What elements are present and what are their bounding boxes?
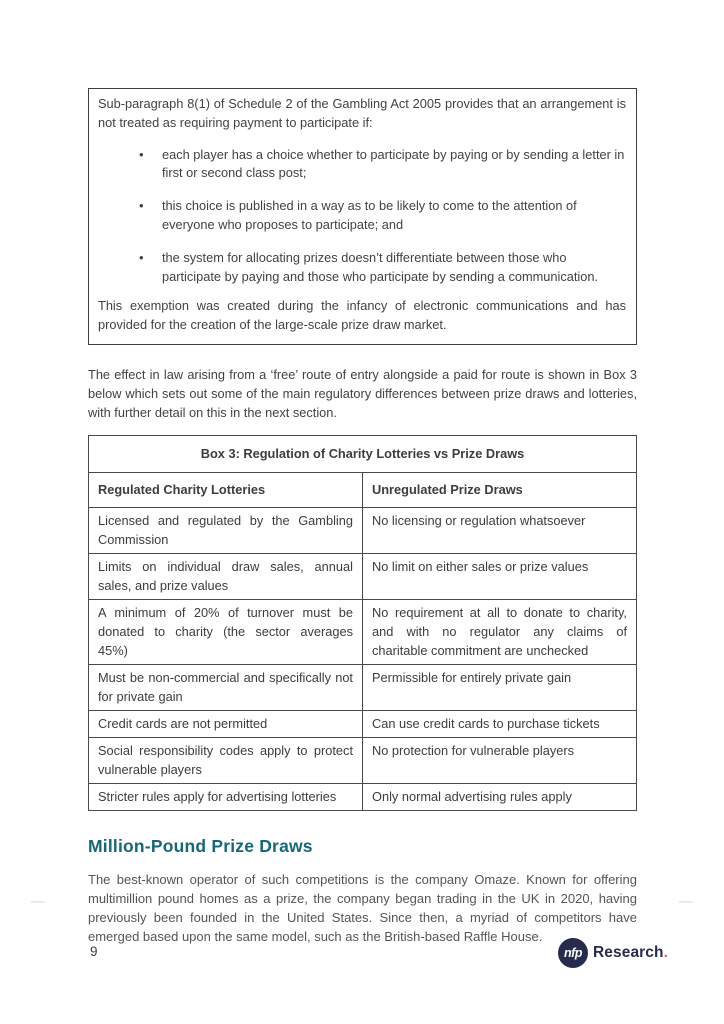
logo-wordmark-text: Research xyxy=(593,944,664,961)
exemption-bullet-3: • the system for allocating prizes doesn’t differentiate between those who participate by paying and those who participate by sending a communication. xyxy=(162,249,626,287)
page-number: 9 xyxy=(90,944,98,959)
table-cell: No protection for vulnerable players xyxy=(363,738,637,784)
table-cell: Stricter rules apply for advertising lotteries xyxy=(89,784,363,811)
table-row xyxy=(89,711,637,738)
table-row xyxy=(89,508,637,554)
exemption-bullet-1: • each player has a choice whether to participate by paying or by sending a letter in first or second class post; xyxy=(162,146,626,184)
exemption-intro-paragraph: Sub-paragraph 8(1) of Schedule 2 of the Gambling Act 2005 provides that an arrangement is not treated as requiring payment to participate if: xyxy=(98,96,626,130)
exemption-closing-paragraph: This exemption was created during the infancy of electronic communications and has provided for the creation of the large-scale prize draw market. xyxy=(98,298,626,333)
exemption-bullet-2: • this choice is published in a way as to be likely to come to the attention of everyone who proposes to participate; and xyxy=(162,197,626,235)
table-title-row xyxy=(89,436,637,473)
table-cell: Must be non-commercial and specifically not for private gain xyxy=(89,665,363,711)
nfp-logo-icon: nfp xyxy=(558,938,588,968)
column-header-charity-lotteries: Regulated Charity Lotteries xyxy=(89,473,363,508)
logo-dot: . xyxy=(663,944,669,961)
box3-regulation-table xyxy=(88,435,637,811)
table-cell: No limit on either sales or prize values xyxy=(363,554,637,600)
table-cell: No requirement at all to donate to charity, and with no regulator any claims of charitable commitment are unchecked xyxy=(363,600,637,665)
section-body-paragraph: The best-known operator of such competitions is the company Omaze. Known for offering multimillion pound homes as a prize, the company began trading in the UK in 2020, having previously been founded in the United States. Since then, a myriad of competitors have emerged based upon the same model, such as the British-based Raffle House. xyxy=(88,872,637,945)
table-cell: Social responsibility codes apply to protect vulnerable players xyxy=(89,738,363,784)
nfp-research-logo xyxy=(558,938,668,968)
table-cell: A minimum of 20% of turnover must be donated to charity (the sector averages 45%) xyxy=(89,600,363,665)
section-heading-million-pound-prize-draws: Million-Pound Prize Draws xyxy=(88,836,313,857)
table-cell: Credit cards are not permitted xyxy=(89,711,363,738)
gambling-act-exemption-box xyxy=(88,88,637,345)
table-row xyxy=(89,784,637,811)
exemption-bullet-list xyxy=(98,146,626,287)
lead-paragraph: The effect in law arising from a ‘free’ route of entry alongside a paid for route is shown in Box 3 below which sets out some of the main regulatory differences between prize draws and lotteries, with further detail on this in the next section. xyxy=(88,366,637,420)
table-row xyxy=(89,554,637,600)
table-cell: No licensing or regulation whatsoever xyxy=(363,508,637,554)
column-header-prize-draws: Unregulated Prize Draws xyxy=(363,473,637,508)
table-cell: Only normal advertising rules apply xyxy=(363,784,637,811)
table-cell: Can use credit cards to purchase tickets xyxy=(363,711,637,738)
left-edge-scan-mark xyxy=(31,901,45,903)
logo-wordmark xyxy=(593,944,668,962)
table-cell: Limits on individual draw sales, annual sales, and prize values xyxy=(89,554,363,600)
table-cell: Licensed and regulated by the Gambling Commission xyxy=(89,508,363,554)
table-row xyxy=(89,600,637,665)
table-row xyxy=(89,665,637,711)
table-row xyxy=(89,738,637,784)
table-title: Box 3: Regulation of Charity Lotteries vs Prize Draws xyxy=(89,436,637,473)
table-header-row xyxy=(89,473,637,508)
table-cell: Permissible for entirely private gain xyxy=(363,665,637,711)
right-edge-scan-mark xyxy=(679,901,693,903)
